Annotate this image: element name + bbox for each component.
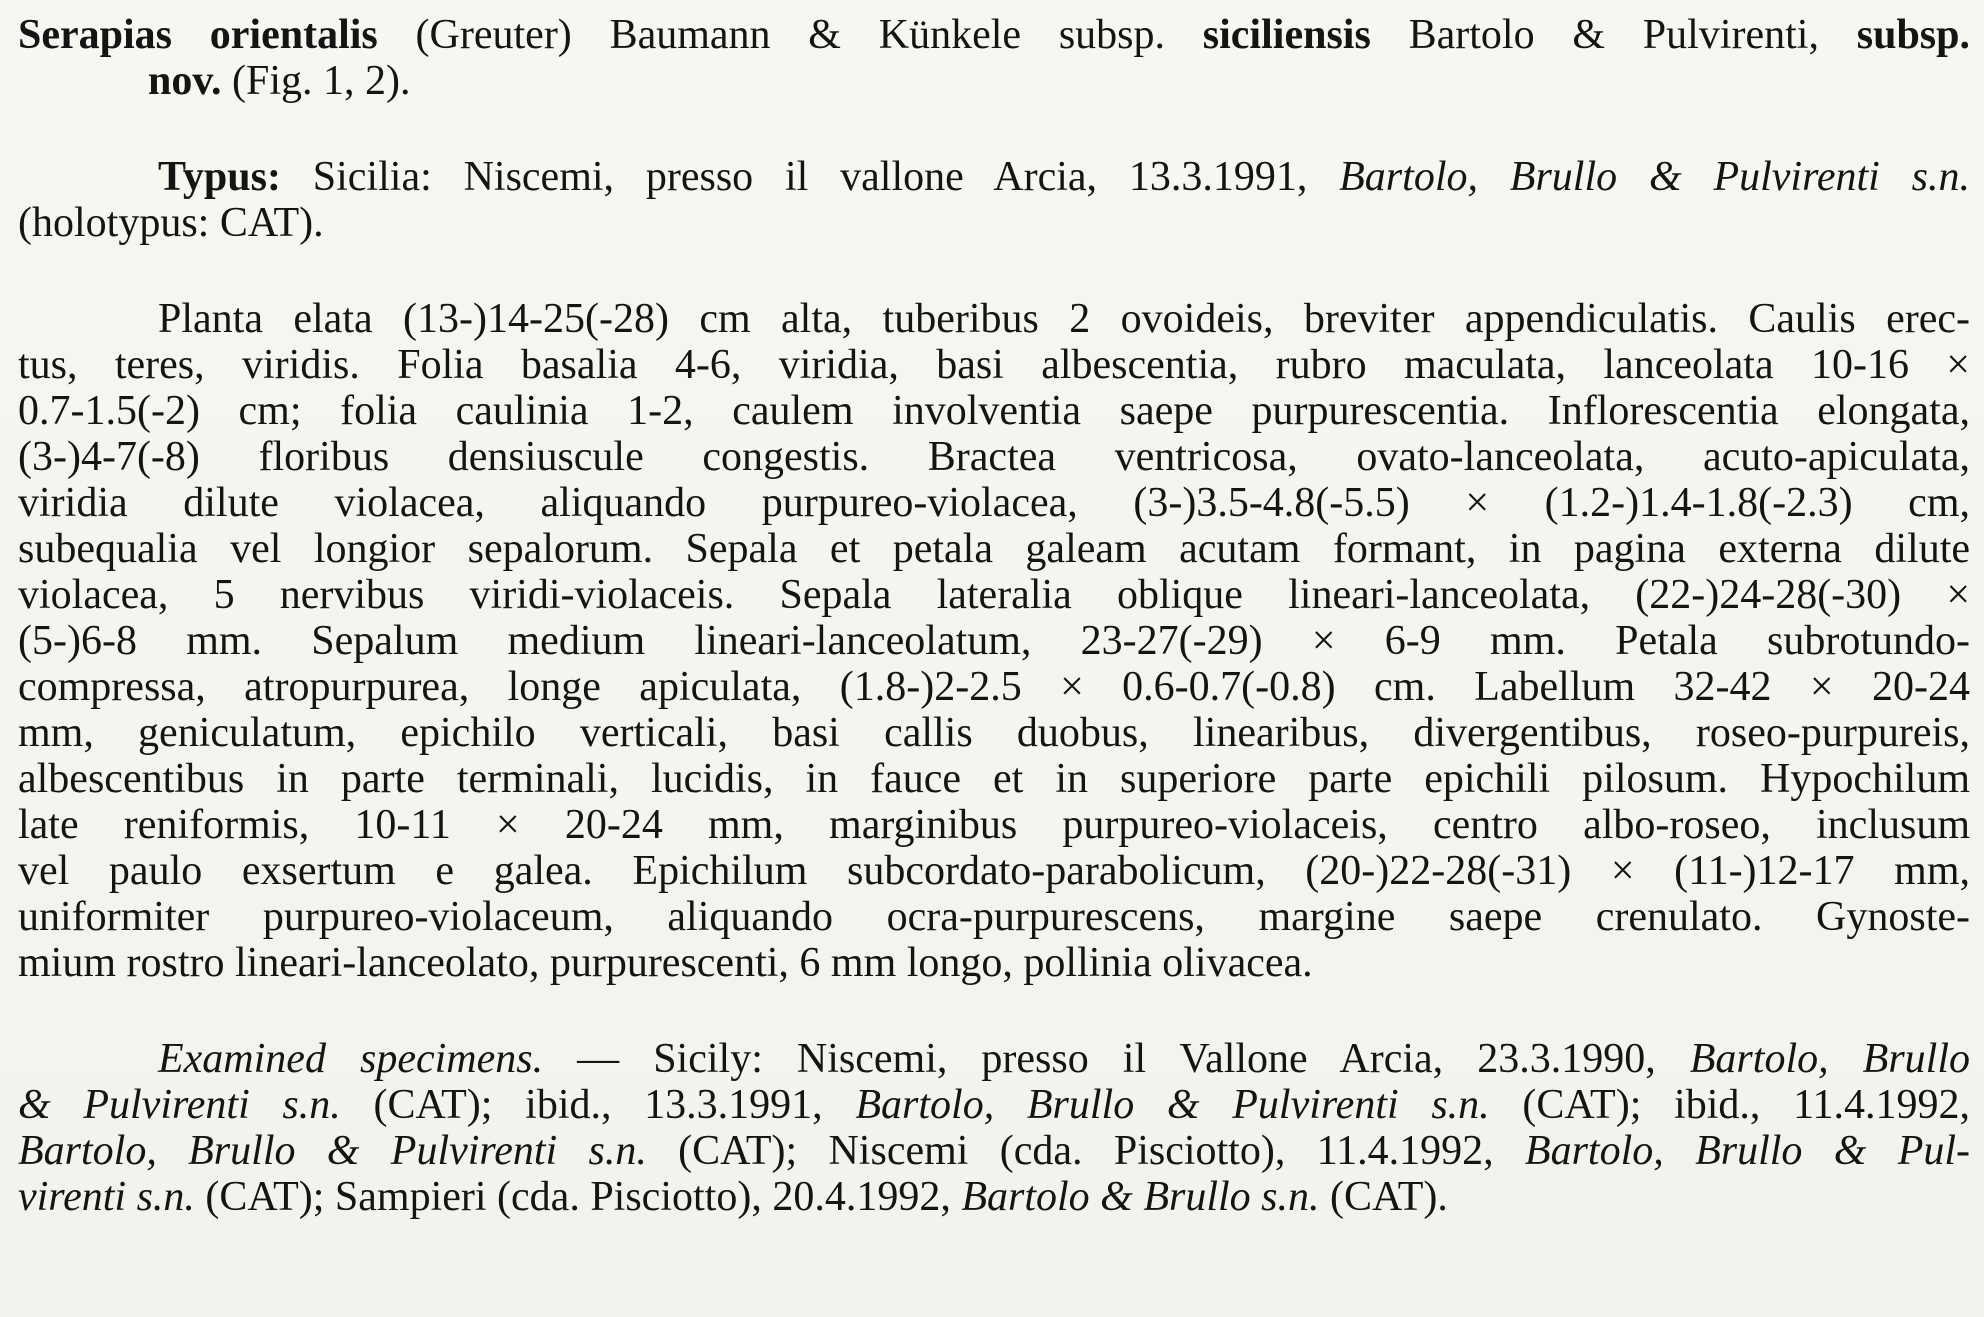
examined-line-1 [18,1036,1970,1082]
description-line: subequalia vel longior sepalorum. Sepala et petala galeam acutam formant, in pagina externa dilute [18,526,1970,572]
examined-specimens-paragraph [18,1036,1970,1220]
typus-line-2 [18,200,1970,246]
description-line: viridia dilute violacea, aliquando purpureo-violacea, (3-)3.5-4.8(-5.5) × (1.2-)1.4-1.8(-2.3) cm, [18,480,1970,526]
examined-text: (CAT); ibid., 11.4.1992, [1489,1082,1971,1128]
examined-text: (CAT); Sampieri (cda. Pisciotto), 20.4.1992, [194,1174,962,1220]
description-line: (5-)6-8 mm. Sepalum medium lineari-lanceolatum, 23-27(-29) × 6-9 mm. Petala subrotundo- [18,618,1970,664]
examined-text: (CAT). [1319,1174,1448,1220]
description-line: mium rostro lineari-lanceolato, purpurescenti, 6 mm longo, pollinia olivacea. [18,940,1313,986]
description-paragraph [18,296,1970,986]
examined-collectors: Bartolo, Brullo [1689,1036,1970,1082]
description-line: compressa, atropurpurea, longe apiculata, (1.8-)2-2.5 × 0.6-0.7(-0.8) cm. Labellum 32-42 × 20-24 [18,664,1970,710]
examined-line-4 [18,1174,1970,1220]
typus-line-1 [18,154,1970,200]
description-line: vel paulo exsertum e galea. Epichilum subcordato-parabolicum, (20-)22-28(-31) × (11-)12-17 mm, [18,848,1970,894]
heading-subsp-authors: Bartolo & Pulvirenti, [1370,12,1857,58]
description-line: tus, teres, viridis. Folia basalia 4-6, viridia, basi albescentia, rubro maculata, lanceolata 10-16 × [18,342,1970,388]
examined-collectors: & Pulvirenti s.n. [18,1082,341,1128]
examined-text: — Sicily: Niscemi, presso il Vallone Arcia, 23.3.1990, [543,1036,1690,1082]
description-line: uniformiter purpureo-violaceum, aliquando ocra-purpurescens, margine saepe crenulato. Gynoste- [18,894,1970,940]
heading-nov: nov. [148,58,222,104]
description-line: Planta elata (13-)14-25(-28) cm alta, tuberibus 2 ovoideis, breviter appendiculatis. Caulis erec- [158,296,1970,342]
heading-subsp-marker: subsp. [1856,12,1970,58]
typus-locality: Sicilia: Niscemi, presso il vallone Arcia, 13.3.1991, [280,154,1340,200]
typus-holotype: (holotypus: CAT). [18,200,324,246]
examined-collectors: Bartolo, Brullo & Pulvirenti s.n. [855,1082,1490,1128]
examined-label: Examined specimens. [158,1036,544,1082]
heading-taxon: Serapias orientalis [18,12,378,58]
description-line: 0.7-1.5(-2) cm; folia caulinia 1-2, caulem involventia saepe purpurescentia. Inflorescentia elongata, [18,388,1970,434]
typus-label: Typus: [158,154,281,200]
heading-line-2 [18,58,1970,104]
examined-line-2 [18,1082,1970,1128]
examined-line-3 [18,1128,1970,1174]
description-line: mm, geniculatum, epichilo verticali, basi callis duobus, linearibus, divergentibus, roseo-purpureis, [18,710,1970,756]
examined-collectors: Bartolo & Brullo s.n. [961,1174,1320,1220]
typus-collectors: Bartolo, Brullo & Pulvirenti s.n. [1339,154,1971,200]
examined-collectors: Bartolo, Brullo & Pulvirenti s.n. [18,1128,647,1174]
examined-text: (CAT); Niscemi (cda. Pisciotto), 11.4.1992, [646,1128,1525,1174]
heading-line-1 [18,12,1970,58]
description-line: late reniformis, 10-11 × 20-24 mm, marginibus purpureo-violaceis, centro albo-roseo, inclusum [18,802,1970,848]
description-line: albescentibus in parte terminali, lucidis, in fauce et in superiore parte epichili pilosum. Hypochilum [18,756,1970,802]
examined-text: (CAT); ibid., 13.3.1991, [340,1082,856,1128]
examined-collectors: virenti s.n. [18,1174,195,1220]
heading-subspecies: siciliensis [1202,12,1371,58]
heading-figure-ref: (Fig. 1, 2). [221,58,411,104]
heading-authors: (Greuter) Baumann & Künkele subsp. [377,12,1203,58]
examined-collectors: Bartolo, Brullo & Pul- [1524,1128,1971,1174]
description-line: violacea, 5 nervibus viridi-violaceis. Sepala lateralia oblique lineari-lanceolata, (22-)24-28(-30) × [18,572,1970,618]
description-line: (3-)4-7(-8) floribus densiuscule congestis. Bractea ventricosa, ovato-lanceolata, acuto-apiculata, [18,434,1970,480]
